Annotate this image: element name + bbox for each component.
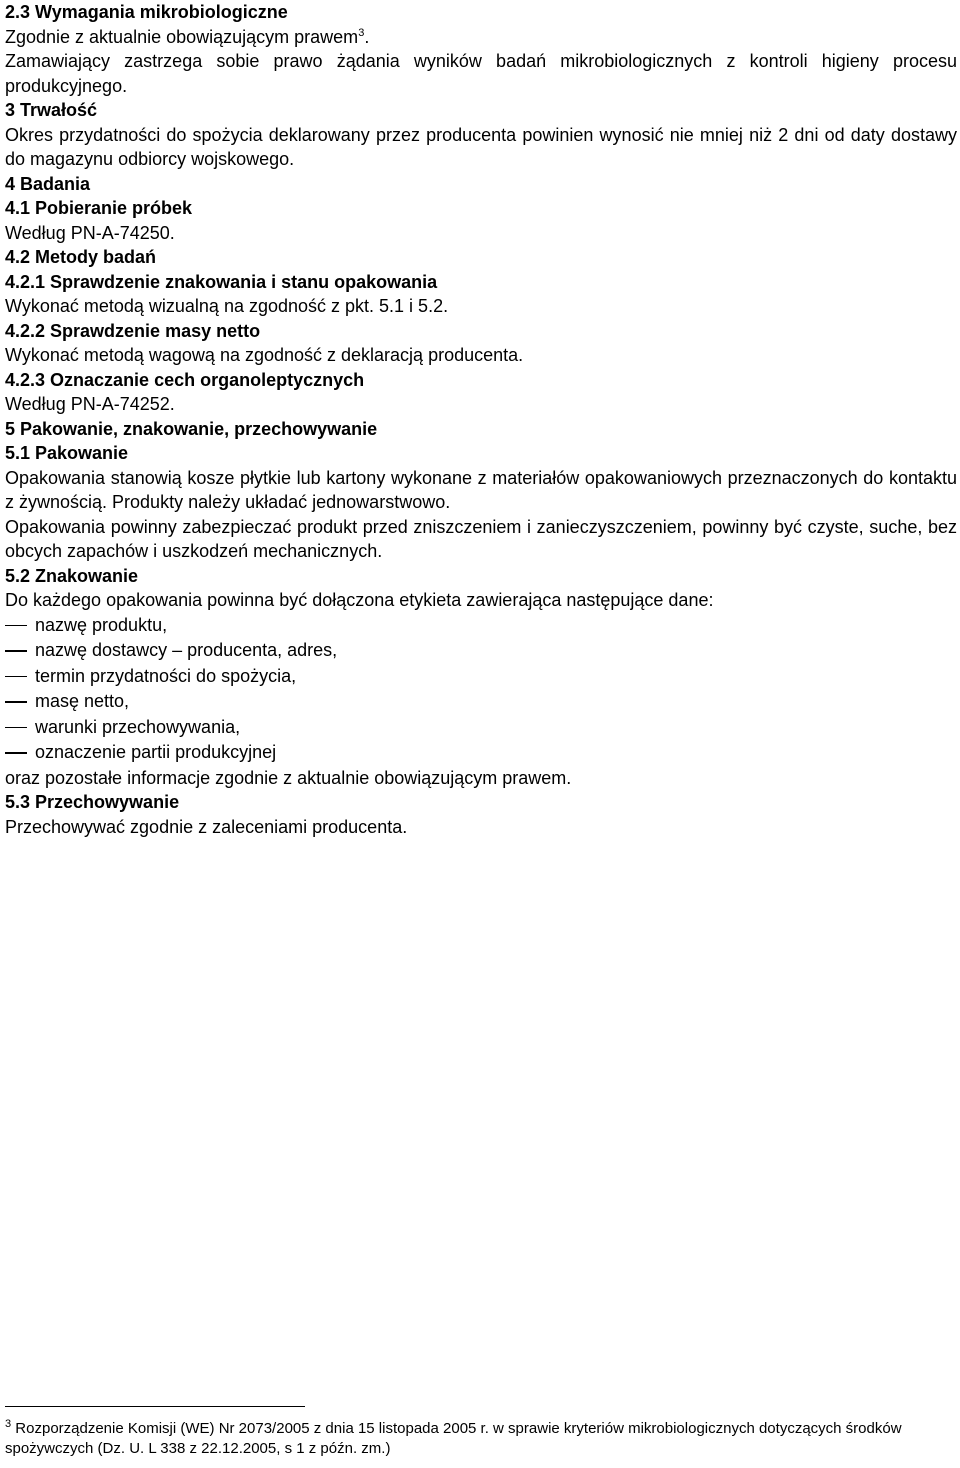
section-4-2-heading: 4.2 Metody badań [5,247,157,267]
footnote-content: Rozporządzenie Komisji (WE) Nr 2073/2005 z dnia 15 listopada 2005 r. w sprawie kryteriów mikrobiologicznych dotyczących środków spożywczych (Dz. U. L 338 z 22.12.2005, s 1 z późn. zm.) [5,1420,902,1457]
dash-bullet-icon [5,625,27,627]
dash-bullet-icon [5,676,27,678]
section-5-2-intro: Do każdego opakowania powinna być dołączona etykieta zawierająca następujące dane: [5,590,714,610]
section-5-1-paragraph-1: Opakowania stanowią kosze płytkie lub kartony wykonane z materiałów opakowaniowych przeznaczonych do kontaktu z żywnością. Produkty należy układać jednowarstwowo. [5,467,957,512]
section-2-3-period: . [364,26,370,47]
section-5-2-outro: oraz pozostałe informacje zgodnie z aktualnie obowiązującym prawem. [5,767,572,788]
list-item: nazwę produktu, [5,613,957,639]
section-3-paragraph: Okres przydatności do spożycia deklarowany przez producenta powinien wynosić nie mniej niż 2 dni od daty dostawy do magazynu odbiorcy wojskowego. [5,124,957,169]
section-4-1-heading: 4.1 Pobieranie próbek [5,198,193,218]
dash-bullet-icon [5,727,27,729]
footnote-separator [5,1406,305,1407]
dash-bullet-icon [5,752,27,754]
footnote [5,1406,957,1459]
section-4-heading: 4 Badania [5,173,91,194]
section-4-2-3-text: Według PN-A-74252. [5,394,175,414]
section-4-1-text: Według PN-A-74250. [5,222,175,243]
list-item: nazwę dostawcy – producenta, adres, [5,638,957,664]
section-5-1-heading: 5.1 Pakowanie [5,443,129,463]
footnote-reference: 3 [358,26,365,39]
section-2-3-line [5,25,957,50]
document-body [5,0,957,839]
list-item: oznaczenie partii produkcyjnej [5,740,957,766]
section-5-3-text: Przechowywać zgodnie z zaleceniami producenta. [5,816,408,837]
section-5-2-heading: 5.2 Znakowanie [5,565,139,586]
section-4-2-2-text: Wykonać metodą wagową na zgodność z deklaracją producenta. [5,345,524,365]
dash-bullet-icon [5,701,27,703]
section-4-2-1-heading: 4.2.1 Sprawdzenie znakowania i stanu opakowania [5,271,438,292]
section-5-3-heading: 5.3 Przechowywanie [5,792,180,812]
section-4-2-2-heading: 4.2.2 Sprawdzenie masy netto [5,320,261,341]
footnote-text [5,1419,957,1459]
section-2-3-heading: 2.3 Wymagania mikrobiologiczne [5,2,288,22]
section-4-2-1-text: Wykonać metodą wizualną na zgodność z pkt. 5.1 i 5.2. [5,296,449,316]
list-item: warunki przechowywania, [5,715,957,741]
list-item: termin przydatności do spożycia, [5,664,957,690]
section-2-3-paragraph: Zamawiający zastrzega sobie prawo żądania wyników badań mikrobiologicznych z kontroli higieny procesu produkcyjnego. [5,51,957,96]
list-item: masę netto, [5,689,957,715]
section-5-heading: 5 Pakowanie, znakowanie, przechowywanie [5,418,378,439]
section-3-heading: 3 Trwałość [5,100,98,120]
label-data-list [5,613,957,766]
section-5-1-paragraph-2: Opakowania powinny zabezpieczać produkt przed zniszczeniem i zanieczyszczeniem, powinny być czyste, suche, bez obcych zapachów i uszkodzeń mechanicznych. [5,516,957,561]
footnote-number: 3 [5,1418,12,1430]
dash-bullet-icon [5,650,27,652]
section-2-3-text: Zgodnie z aktualnie obowiązującym prawem [5,26,359,47]
section-4-2-3-heading: 4.2.3 Oznaczanie cech organoleptycznych [5,369,365,390]
